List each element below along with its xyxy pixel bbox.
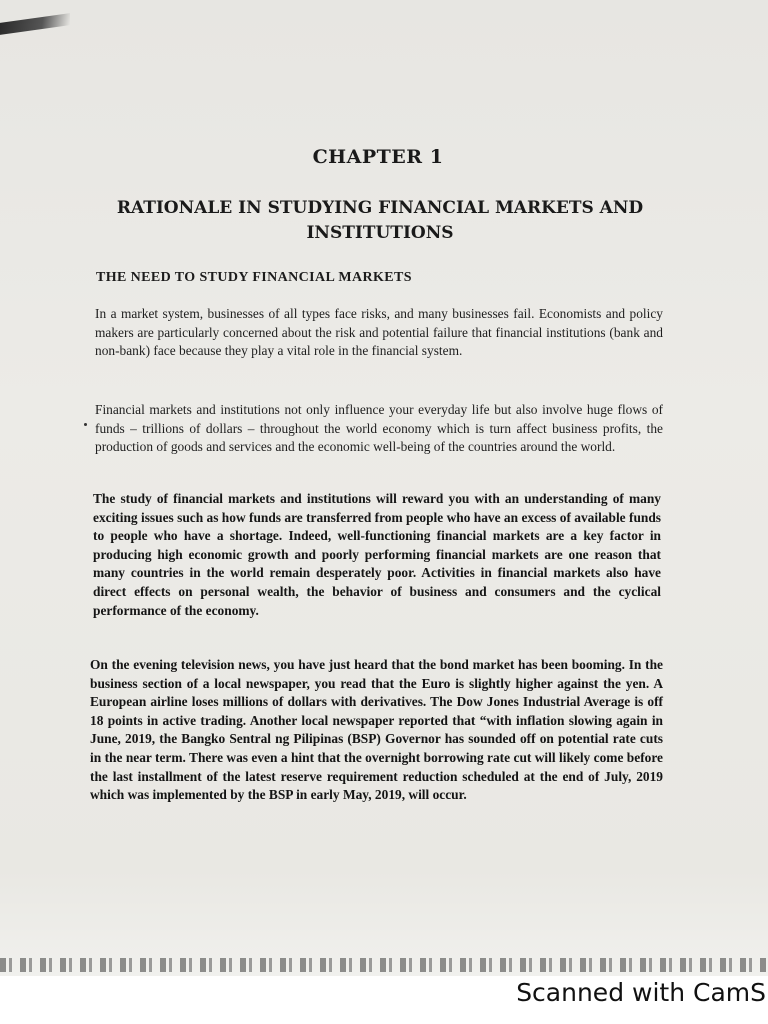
section-heading: THE NEED TO STUDY FINANCIAL MARKETS	[96, 270, 412, 285]
chapter-label: CHAPTER 1	[312, 146, 444, 168]
margin-mark	[84, 423, 87, 426]
paragraph-1: In a market system, businesses of all types face risks, and many businesses fail. Economists and policy makers are particularly concerned about the risk and potential failure that financial institutions (bank and non-bank) face because they play a vital role in the financial system.	[95, 306, 663, 359]
paragraph-3: The study of financial markets and institutions will reward you with an understanding of many exciting issues such as how funds are transferred from people who have an excess of available funds to people who have a shortage. Indeed, well-functioning financial markets are a key factor in producing high economic growth and poorly performing financial markets are one reason that many countries in the world remain desperately poor. Activities in financial markets also have direct effects on personal wealth, the behavior of business and consumers and the cyclical performance of the economy.	[93, 491, 661, 618]
paragraph-4: On the evening television news, you have just heard that the bond market has been booming. In the business section of a local newspaper, you read that the Euro is slightly higher against the yen. A European airline loses millions of dollars with derivatives. The Dow Jones Industrial Average is off 18 points in active trading. Another local newspaper reported that “with inflation slowing again in June, 2019, the Bangko Sentral ng Pilipinas (BSP) Governor has sounded off on potential rate cuts in the near term. There was even a hint that the overnight borrowing rate cut will likely come before the last installment of the latest reserve requirement reduction scheduled at the end of July, 2019 which was implemented by the BSP in early May, 2019, will occur.	[90, 657, 663, 803]
paragraph-2: Financial markets and institutions not only influence your everyday life but also involve huge flows of funds – trillions of dollars – throughout the world economy which is turn affect business profits, the production of goods and services and the economic well-being of the countries around the world.	[95, 402, 663, 455]
scanner-watermark	[0, 976, 768, 1024]
watermark-text: Scanned with CamS	[516, 978, 766, 1007]
page-bottom-edge	[0, 958, 768, 972]
chapter-title: RATIONALE IN STUDYING FINANCIAL MARKETS AND INSTITUTIONS	[116, 198, 644, 243]
scan-corner-shadow	[0, 13, 70, 35]
